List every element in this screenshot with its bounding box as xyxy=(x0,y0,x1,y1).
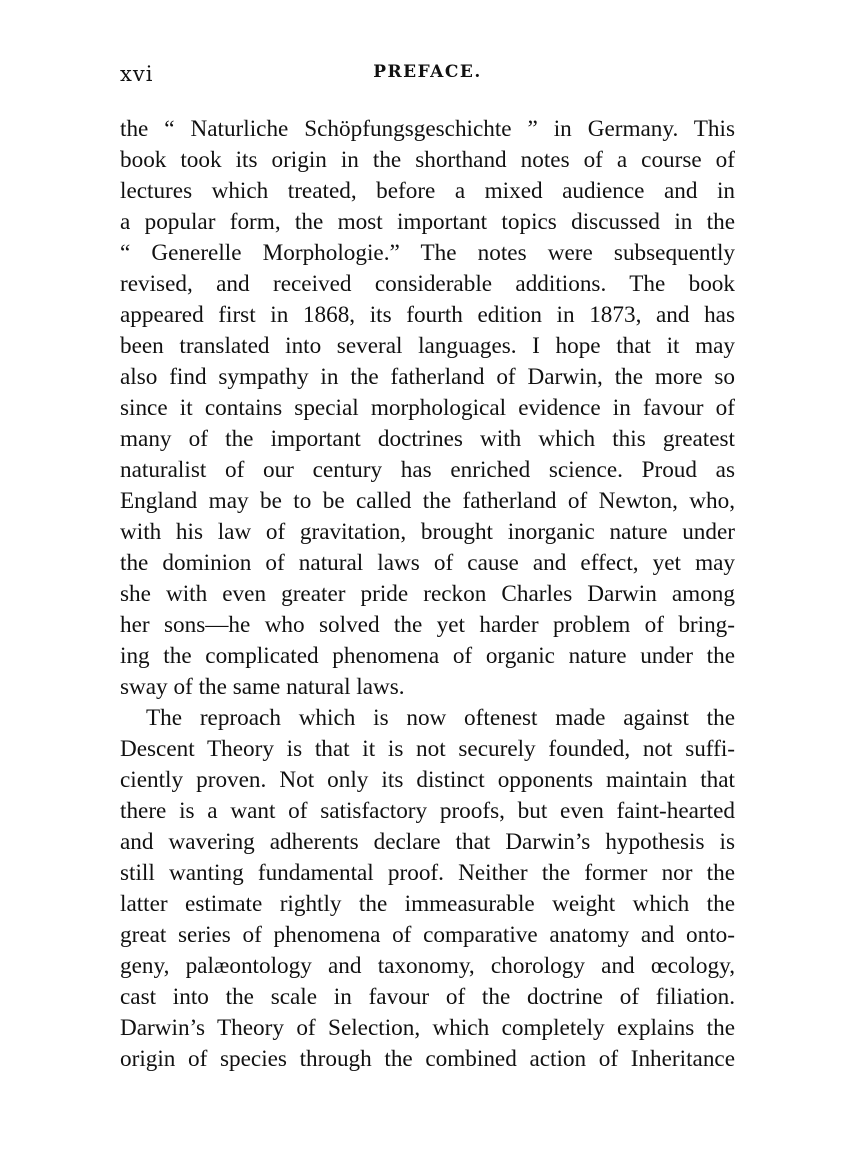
paragraph xyxy=(120,114,735,703)
running-title: PREFACE. xyxy=(373,62,482,82)
text-line: naturalist of our century has enriched science. Proud as xyxy=(120,457,735,483)
text-line: also find sympathy in the fatherland of Darwin, the more so xyxy=(120,364,735,390)
text-line: cast into the scale in favour of the doctrine of filiation. xyxy=(120,984,735,1010)
text-line: the “ Naturliche Schöpfungsgeschichte ” in Germany. This xyxy=(120,116,735,142)
text-line: Descent Theory is that it is not securely founded, not suffi- xyxy=(120,736,735,762)
text-line: since it contains special morphological evidence in favour of xyxy=(120,395,735,421)
body-text xyxy=(120,114,735,1075)
text-line: latter estimate rightly the immeasurable weight which the xyxy=(120,891,735,917)
text-line: great series of phenomena of comparative anatomy and onto- xyxy=(120,922,735,948)
text-line: appeared first in 1868, its fourth edition in 1873, and has xyxy=(120,302,735,328)
text-line: geny, palæontology and taxonomy, chorology and œcology, xyxy=(120,953,735,979)
text-line: book took its origin in the shorthand notes of a course of xyxy=(120,147,735,173)
text-line: been translated into several languages. I hope that it may xyxy=(120,333,735,359)
text-line: many of the important doctrines with which this greatest xyxy=(120,426,735,452)
text-line: her sons—he who solved the yet harder problem of bring- xyxy=(120,612,735,638)
text-line: revised, and received considerable additions. The book xyxy=(120,271,735,297)
text-line: origin of species through the combined action of Inheritance xyxy=(120,1046,735,1072)
text-line: sway of the same natural laws. xyxy=(120,674,405,700)
text-line: The reproach which is now oftenest made against the xyxy=(146,705,735,731)
page-number: xvi xyxy=(120,62,154,86)
paragraph xyxy=(120,703,735,1075)
text-line: a popular form, the most important topics discussed in the xyxy=(120,209,735,235)
text-line: ing the complicated phenomena of organic nature under the xyxy=(120,643,735,669)
text-line: the dominion of natural laws of cause and effect, yet may xyxy=(120,550,735,576)
text-line: with his law of gravitation, brought inorganic nature under xyxy=(120,519,735,545)
text-line: and wavering adherents declare that Darwin’s hypothesis is xyxy=(120,829,735,855)
text-line: still wanting fundamental proof. Neither the former nor the xyxy=(120,860,735,886)
text-line: Darwin’s Theory of Selection, which completely explains the xyxy=(120,1015,735,1041)
text-line: she with even greater pride reckon Charles Darwin among xyxy=(120,581,735,607)
text-line: lectures which treated, before a mixed audience and in xyxy=(120,178,735,204)
text-line: there is a want of satisfactory proofs, but even faint-hearted xyxy=(120,798,735,824)
text-line: “ Generelle Morphologie.” The notes were subsequently xyxy=(120,240,735,266)
running-head xyxy=(120,62,735,88)
text-line: England may be to be called the fatherland of Newton, who, xyxy=(120,488,735,514)
text-line: ciently proven. Not only its distinct opponents maintain that xyxy=(120,767,735,793)
